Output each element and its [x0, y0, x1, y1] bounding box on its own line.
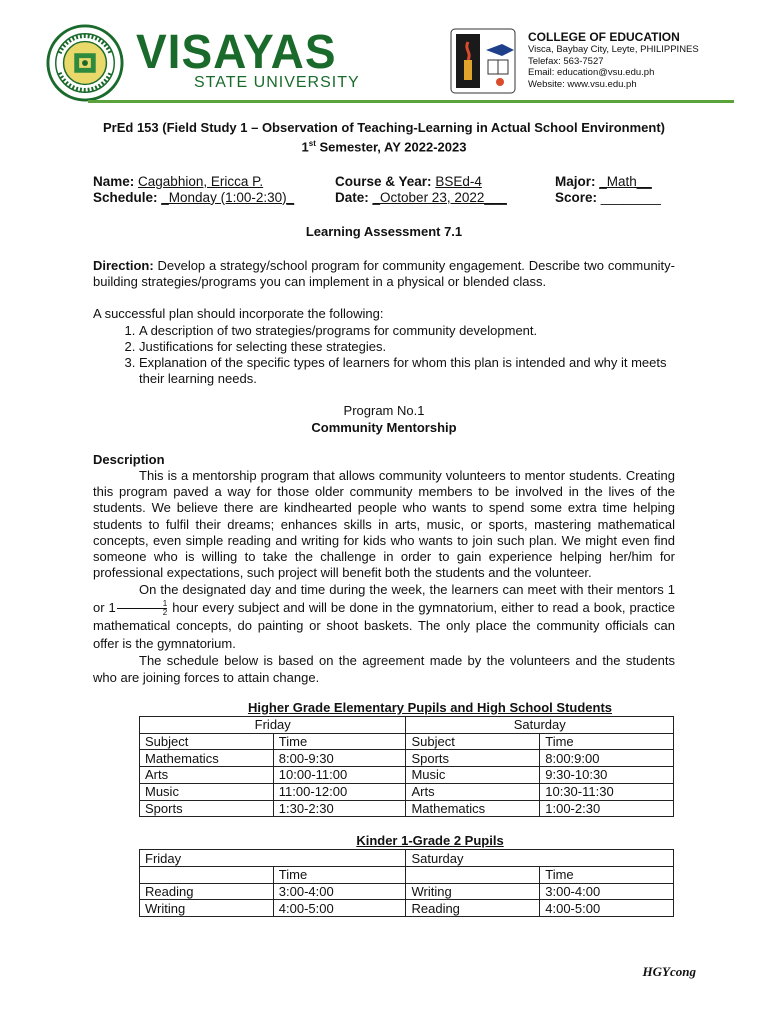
table-row [140, 767, 674, 784]
score-field: Score: ________ [555, 189, 661, 205]
table-cell: 10:00-11:00 [273, 767, 406, 784]
table-cell: Reading [406, 900, 540, 917]
name-field: Name: Cagabhion, Ericca P. [93, 173, 264, 189]
program-name: Community Mentorship [311, 419, 457, 435]
table-cell: Arts [140, 767, 274, 784]
table-row [140, 800, 674, 817]
table-cell: Music [140, 783, 274, 800]
course-title: PrEd 153 (Field Study 1 – Observation of Teaching-Learning in Actual School Environment) [103, 120, 665, 135]
schedule-field: Schedule: _Monday (1:00-2:30)_ [93, 189, 295, 205]
table-cell: Reading [140, 883, 274, 900]
description-paragraph-2: On the designated day and time during the week, the learners can meet with their mentors 1 or 1 $\frac{1}{2}$ hour every subject and will be done in the gymnatorium, either to read a book, practice mathematical concepts, do painting or shoot baskets. The only place the community officials can offer is the gymnatorium. [93, 582, 675, 652]
table-cell: Mathematics [406, 800, 540, 817]
table-row [140, 717, 674, 734]
table-cell: Friday [140, 717, 406, 734]
table-cell: 1:00-2:30 [540, 800, 674, 817]
table-cell [406, 867, 540, 884]
table-cell: 8:00-9:30 [273, 750, 406, 767]
list-item: 1. A description of two strategies/programs for community development. [139, 323, 675, 339]
program-number: Program No.1 [343, 403, 425, 419]
university-subtitle: STATE UNIVERSITY [194, 74, 360, 91]
header-divider [88, 100, 734, 103]
table-cell: Saturday [406, 717, 674, 734]
table-cell: Saturday [406, 850, 674, 867]
table-cell: 3:00-4:00 [273, 883, 406, 900]
table-row [140, 783, 674, 800]
table-cell: Music [406, 767, 540, 784]
college-telefax: Telefax: 563-7527 [528, 55, 604, 67]
kinder-schedule-table [139, 849, 674, 917]
requirements-list [113, 323, 675, 388]
table-cell: 4:00-5:00 [273, 900, 406, 917]
university-name: VISAYAS [136, 23, 337, 79]
table-row [140, 883, 674, 900]
table1-title: Higher Grade Elementary Pupils and High School Students [247, 699, 613, 715]
semester-line: 1st Semester, AY 2022-2023 [301, 139, 467, 155]
assessment-title: Learning Assessment 7.1 [305, 223, 463, 239]
table-cell: Time [273, 733, 406, 750]
table-cell: 1:30-2:30 [273, 800, 406, 817]
signature-mark: HGYcong [642, 964, 696, 979]
description-heading: Description [93, 451, 165, 467]
table-cell: Subject [140, 733, 274, 750]
table-cell: Writing [406, 883, 540, 900]
table-cell: Sports [140, 800, 274, 817]
table-cell: 8:00:9:00 [540, 750, 674, 767]
table-row [140, 750, 674, 767]
table-cell: Writing [140, 900, 274, 917]
table-cell: Time [540, 733, 674, 750]
higher-grade-schedule-table [139, 716, 674, 817]
table-cell: 3:00-4:00 [540, 883, 674, 900]
table-cell [140, 867, 274, 884]
table-cell: Sports [406, 750, 540, 767]
table-cell: Time [540, 867, 674, 884]
date-field: Date: _October 23, 2022___ [335, 189, 507, 205]
description-paragraph-3: The schedule below is based on the agreement made by the volunteers and the students who are joining forces to attain change. [93, 653, 675, 685]
description-paragraph-1: This is a mentorship program that allows community volunteers to mentor students. Creating this program paved a way for those older community members to be involved in the lives of the students. We believe there are kindhearted people who wants to spend some extra time helping students to fulfil their dreams; enhances skills in arts, music, or sports, mastering mathematical concepts, even simple reading and writing for kids who wants to join such plan. We might even find someone who is willing to take the challenge in order to gain experience helping her/him for professional expectations, such project will benefit both the students and the volunteer. [93, 467, 675, 581]
table-cell: 10:30-11:30 [540, 783, 674, 800]
college-logo-icon [450, 28, 516, 94]
table-cell: Subject [406, 733, 540, 750]
table-cell: Friday [140, 850, 406, 867]
direction: Direction: Develop a strategy/school program for community engagement. Describe two community-building strategies/programs you can implement in a physical or blended class. [93, 257, 675, 290]
major-field: Major: _Math__ [555, 173, 652, 189]
college-email: Email: education@vsu.edu.ph [528, 67, 655, 78]
table-row [140, 900, 674, 917]
college-website: Website: www.vsu.edu.ph [528, 78, 637, 90]
university-wordmark [136, 23, 360, 92]
college-address: Visca, Baybay City, Leyte, PHILIPPINES [528, 44, 699, 55]
table-row [140, 733, 674, 750]
plan-intro: A successful plan should incorporate the following: [93, 306, 384, 322]
list-item: 3. Explanation of the specific types of learners for whom this plan is intended and why it meets their learning needs. [139, 355, 675, 387]
letterhead [40, 20, 736, 106]
fraction: $\frac{1}{2}$ [117, 600, 167, 617]
table-cell: Time [273, 867, 406, 884]
table-cell: 11:00-12:00 [273, 783, 406, 800]
table-row [140, 867, 674, 884]
university-seal-icon [46, 24, 124, 102]
table-row [140, 850, 674, 867]
document-body [93, 120, 675, 917]
course-year-field: Course & Year: BSEd-4 [335, 173, 482, 189]
table2-title: Kinder 1-Grade 2 Pupils [356, 833, 504, 849]
list-item: 2. Justifications for selecting these strategies. [139, 339, 675, 355]
table-cell: Mathematics [140, 750, 274, 767]
college-contact-block [528, 30, 699, 90]
college-name: COLLEGE OF EDUCATION [528, 30, 680, 44]
table-cell: 4:00-5:00 [540, 900, 674, 917]
student-info [93, 174, 675, 206]
table-cell: Arts [406, 783, 540, 800]
table-cell: 9:30-10:30 [540, 767, 674, 784]
